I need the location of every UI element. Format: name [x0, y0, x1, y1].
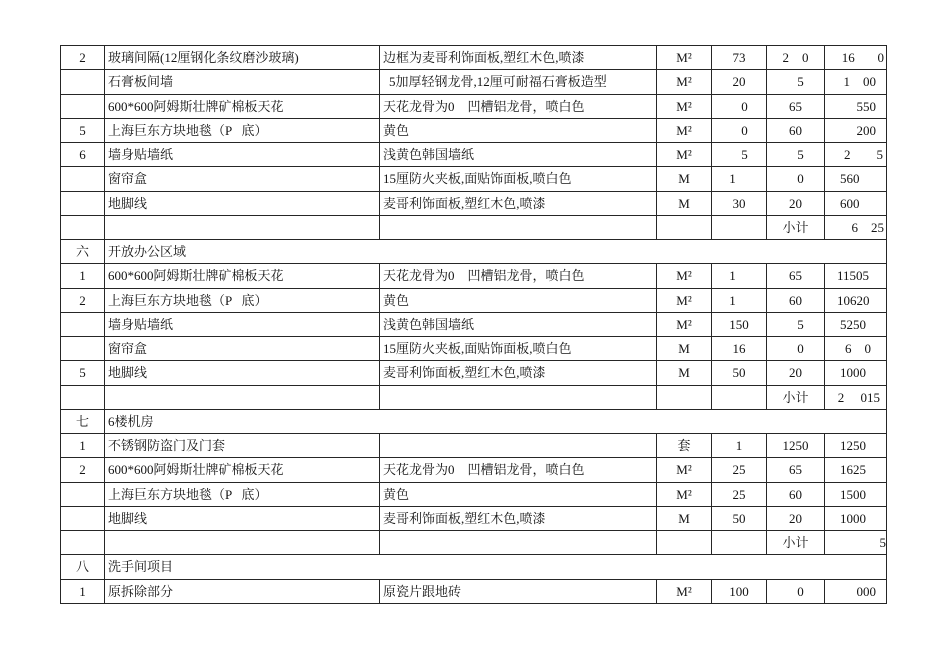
unit-cell: M²: [657, 94, 712, 118]
quantity-cell: 25: [712, 482, 767, 506]
unit-cell: M: [657, 191, 712, 215]
item-description-cell: 15厘防火夹板,面贴饰面板,喷白色: [380, 337, 657, 361]
table-row: [61, 167, 887, 191]
item-description-cell: 麦哥利饰面板,塑红木色,喷漆: [380, 506, 657, 530]
subtotal-amount-cell: 2 015: [825, 385, 887, 409]
unit-cell: M²: [657, 46, 712, 70]
table-row: [61, 482, 887, 506]
unit-cell: M: [657, 337, 712, 361]
unit-cell: M: [657, 361, 712, 385]
item-description-cell: 天花龙骨为0 凹槽铝龙骨，喷白色: [380, 264, 657, 288]
empty-cell: [380, 385, 657, 409]
unit-price-cell: 1250: [767, 434, 825, 458]
unit-price-cell: 60: [767, 482, 825, 506]
section-title-cell: 开放办公区域: [105, 240, 887, 264]
item-number-cell: 1: [61, 434, 105, 458]
quantity-cell: 150: [712, 312, 767, 336]
item-description-cell: 黄色: [380, 118, 657, 142]
subtotal-row: [61, 531, 887, 555]
unit-cell: M²: [657, 118, 712, 142]
table-row: [61, 46, 887, 70]
quantity-cell: 73: [712, 46, 767, 70]
table-row: [61, 506, 887, 530]
amount-cell: 6 0: [825, 337, 887, 361]
item-name-cell: 600*600阿姆斯壮牌矿棉板天花: [105, 458, 380, 482]
item-name-cell: 上海巨东方块地毯（P 底）: [105, 482, 380, 506]
unit-price-cell: 5: [767, 70, 825, 94]
item-number-cell: 1: [61, 579, 105, 603]
unit-price-cell: 0: [767, 337, 825, 361]
empty-cell: [712, 385, 767, 409]
quantity-cell: 1: [712, 264, 767, 288]
item-name-cell: 窗帘盒: [105, 337, 380, 361]
empty-cell: [105, 385, 380, 409]
unit-price-cell: 65: [767, 264, 825, 288]
unit-price-cell: 65: [767, 94, 825, 118]
item-description-cell: 麦哥利饰面板,塑红木色,喷漆: [380, 361, 657, 385]
item-number-cell: 2: [61, 288, 105, 312]
item-number-cell: [61, 70, 105, 94]
unit-cell: M²: [657, 288, 712, 312]
unit-price-cell: 2 0: [767, 46, 825, 70]
subtotal-amount-cell: 6 25: [825, 215, 887, 239]
section-number-cell: 七: [61, 409, 105, 433]
unit-price-cell: 0: [767, 167, 825, 191]
item-description-cell: 天花龙骨为0 凹槽铝龙骨，喷白色: [380, 94, 657, 118]
amount-cell: 600: [825, 191, 887, 215]
amount-cell: 1000: [825, 506, 887, 530]
amount-cell: 1625: [825, 458, 887, 482]
empty-cell: [380, 531, 657, 555]
item-name-cell: 地脚线: [105, 506, 380, 530]
item-number-cell: 2: [61, 46, 105, 70]
item-name-cell: 上海巨东方块地毯（P 底）: [105, 288, 380, 312]
unit-price-cell: 20: [767, 506, 825, 530]
item-description-cell: 天花龙骨为0 凹槽铝龙骨，喷白色: [380, 458, 657, 482]
item-number-cell: 2: [61, 458, 105, 482]
empty-cell: [712, 215, 767, 239]
item-description-cell: 5加厚轻钢龙骨,12厘可耐福石膏板造型: [380, 70, 657, 94]
empty-cell: [712, 531, 767, 555]
table-row: [61, 264, 887, 288]
section-title-cell: 6楼机房: [105, 409, 887, 433]
amount-cell: 550: [825, 94, 887, 118]
quantity-cell: 0: [712, 118, 767, 142]
item-name-cell: 不锈钢防盗门及门套: [105, 434, 380, 458]
quantity-cell: 100: [712, 579, 767, 603]
table-row: [61, 118, 887, 142]
table-row: [61, 337, 887, 361]
quantity-cell: 16: [712, 337, 767, 361]
amount-cell: 1000: [825, 361, 887, 385]
item-number-cell: 5: [61, 118, 105, 142]
unit-price-cell: 5: [767, 312, 825, 336]
item-description-cell: 麦哥利饰面板,塑红木色,喷漆: [380, 191, 657, 215]
quantity-cell: 1: [712, 288, 767, 312]
item-description-cell: 边框为麦哥利饰面板,塑红木色,喷漆: [380, 46, 657, 70]
table-row: [61, 434, 887, 458]
item-name-cell: 墙身贴墙纸: [105, 143, 380, 167]
unit-cell: M²: [657, 143, 712, 167]
item-number-cell: [61, 191, 105, 215]
unit-cell: M²: [657, 70, 712, 94]
empty-cell: [105, 531, 380, 555]
empty-cell: [61, 215, 105, 239]
empty-cell: [61, 385, 105, 409]
empty-cell: [657, 215, 712, 239]
item-description-cell: [380, 434, 657, 458]
unit-price-cell: 60: [767, 288, 825, 312]
quantity-cell: 50: [712, 506, 767, 530]
item-description-cell: 15厘防火夹板,面贴饰面板,喷白色: [380, 167, 657, 191]
item-name-cell: 玻璃间隔(12厘钢化条纹磨沙玻璃): [105, 46, 380, 70]
item-name-cell: 窗帘盒: [105, 167, 380, 191]
unit-cell: M²: [657, 458, 712, 482]
table-row: [61, 70, 887, 94]
section-title-cell: 洗手间项目: [105, 555, 887, 579]
amount-cell: 11505: [825, 264, 887, 288]
table-row: [61, 579, 887, 603]
table-row: [61, 191, 887, 215]
item-number-cell: [61, 167, 105, 191]
item-description-cell: 浅黄色韩国墙纸: [380, 312, 657, 336]
quantity-cell: 1: [712, 167, 767, 191]
item-description-cell: 黄色: [380, 482, 657, 506]
amount-cell: 5250: [825, 312, 887, 336]
subtotal-amount-cell: 5: [825, 531, 887, 555]
unit-price-cell: 5: [767, 143, 825, 167]
subtotal-label-cell: 小计: [767, 215, 825, 239]
section-number-cell: 六: [61, 240, 105, 264]
unit-price-cell: 20: [767, 361, 825, 385]
item-name-cell: 墙身贴墙纸: [105, 312, 380, 336]
quantity-cell: 30: [712, 191, 767, 215]
item-number-cell: [61, 506, 105, 530]
amount-cell: 1 00: [825, 70, 887, 94]
budget-table: [60, 45, 887, 604]
item-description-cell: 浅黄色韩国墙纸: [380, 143, 657, 167]
table-row: [61, 361, 887, 385]
quantity-cell: 20: [712, 70, 767, 94]
unit-cell: M: [657, 506, 712, 530]
item-name-cell: 600*600阿姆斯壮牌矿棉板天花: [105, 94, 380, 118]
quantity-cell: 50: [712, 361, 767, 385]
unit-price-cell: 0: [767, 579, 825, 603]
amount-cell: 10620: [825, 288, 887, 312]
empty-cell: [105, 215, 380, 239]
amount-cell: 1500: [825, 482, 887, 506]
table-row: [61, 458, 887, 482]
amount-cell: 000: [825, 579, 887, 603]
item-number-cell: 6: [61, 143, 105, 167]
table-body: [61, 46, 887, 604]
section-number-cell: 八: [61, 555, 105, 579]
empty-cell: [657, 531, 712, 555]
section-header-row: [61, 409, 887, 433]
item-number-cell: [61, 312, 105, 336]
subtotal-row: [61, 385, 887, 409]
amount-cell: 1250: [825, 434, 887, 458]
amount-cell: 200: [825, 118, 887, 142]
item-name-cell: 600*600阿姆斯壮牌矿棉板天花: [105, 264, 380, 288]
amount-cell: 16 0: [825, 46, 887, 70]
item-number-cell: 5: [61, 361, 105, 385]
subtotal-label-cell: 小计: [767, 531, 825, 555]
section-header-row: [61, 240, 887, 264]
quantity-cell: 1: [712, 434, 767, 458]
empty-cell: [657, 385, 712, 409]
amount-cell: 560: [825, 167, 887, 191]
unit-cell: M²: [657, 312, 712, 336]
amount-cell: 2 5: [825, 143, 887, 167]
section-header-row: [61, 555, 887, 579]
table-row: [61, 288, 887, 312]
unit-cell: M²: [657, 579, 712, 603]
unit-cell: 套: [657, 434, 712, 458]
unit-price-cell: 20: [767, 191, 825, 215]
item-description-cell: 黄色: [380, 288, 657, 312]
table-row: [61, 312, 887, 336]
unit-price-cell: 60: [767, 118, 825, 142]
item-name-cell: 原拆除部分: [105, 579, 380, 603]
subtotal-label-cell: 小计: [767, 385, 825, 409]
item-number-cell: [61, 94, 105, 118]
unit-cell: M²: [657, 264, 712, 288]
empty-cell: [61, 531, 105, 555]
empty-cell: [380, 215, 657, 239]
item-name-cell: 地脚线: [105, 361, 380, 385]
subtotal-row: [61, 215, 887, 239]
item-description-cell: 原瓷片跟地砖: [380, 579, 657, 603]
table-row: [61, 94, 887, 118]
item-number-cell: [61, 482, 105, 506]
table-row: [61, 143, 887, 167]
quantity-cell: 5: [712, 143, 767, 167]
unit-price-cell: 65: [767, 458, 825, 482]
quantity-cell: 25: [712, 458, 767, 482]
item-name-cell: 石膏板间墙: [105, 70, 380, 94]
item-name-cell: 地脚线: [105, 191, 380, 215]
unit-cell: M: [657, 167, 712, 191]
unit-cell: M²: [657, 482, 712, 506]
item-number-cell: [61, 337, 105, 361]
item-number-cell: 1: [61, 264, 105, 288]
item-name-cell: 上海巨东方块地毯（P 底）: [105, 118, 380, 142]
quantity-cell: 0: [712, 94, 767, 118]
